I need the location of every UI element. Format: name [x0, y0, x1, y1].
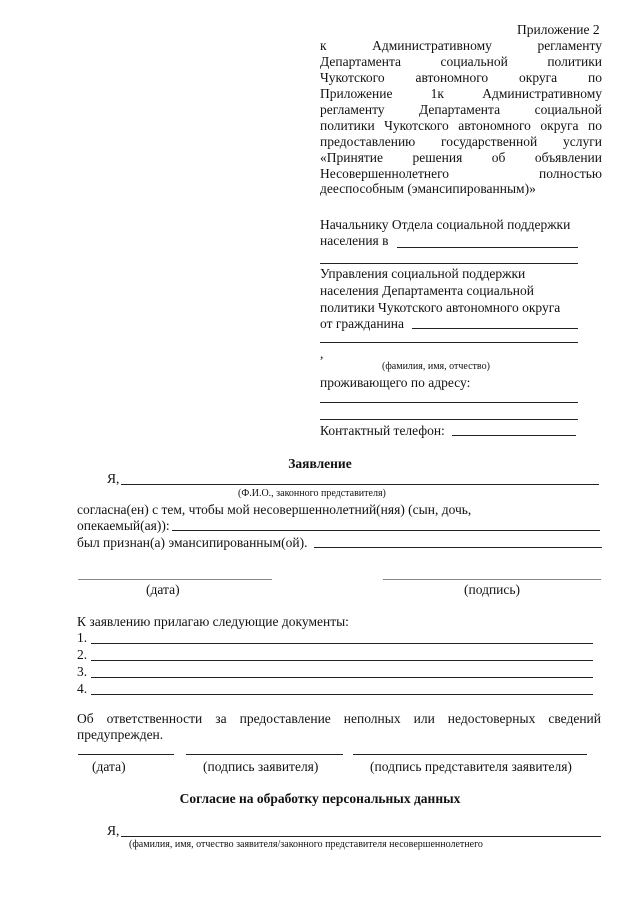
phone-label: Контактный телефон: [320, 423, 445, 438]
appendix-line: к Административному регламенту [320, 38, 602, 53]
dept-line3: политики Чукотского автономного округа [320, 300, 561, 315]
statement-signature-line[interactable] [383, 579, 601, 580]
resp-applicant-sign-line[interactable] [186, 754, 343, 755]
document-item-line[interactable] [91, 643, 593, 644]
document-item-line[interactable] [91, 660, 593, 661]
consent-line2: опекаемый(ая)): [77, 518, 170, 533]
responsibility-line2: предупрежден. [77, 727, 164, 742]
responsibility-line1: Об ответственности за предоставление неполных или недостоверных сведений [77, 711, 601, 726]
appendix-line: предоставлению государственной услуги [320, 134, 602, 149]
document-item-number: 3. [77, 664, 88, 679]
representative-hint: (Ф.И.О., законного представителя) [238, 488, 386, 499]
appendix-line: Чукотского автономного округа по [320, 70, 602, 85]
appendix-line: Департамента социальной политики [320, 54, 602, 69]
address-field-line-1[interactable] [320, 402, 578, 403]
consent-ya: Я, [107, 823, 120, 838]
from-label: от гражданина [320, 316, 404, 331]
minor-fio-line[interactable] [172, 530, 600, 531]
office-field-line[interactable] [397, 247, 578, 248]
resp-applicant-sign-label: (подпись заявителя) [203, 759, 319, 774]
documents-intro: К заявлению прилагаю следующие документы: [77, 614, 349, 629]
appendix-line: Несовершеннолетнего полностью [320, 166, 602, 181]
recognized-line[interactable] [314, 547, 602, 548]
document-item-line[interactable] [91, 694, 593, 695]
resp-date-line[interactable] [78, 754, 174, 755]
dept-line1: Управления социальной поддержки [320, 266, 526, 281]
resp-rep-sign-label: (подпись представителя заявителя) [370, 759, 572, 774]
comma: , [320, 346, 324, 361]
fio-hint: (фамилия, имя, отчество) [382, 361, 490, 372]
consent-line1: согласна(ен) с тем, чтобы мой несовершеннолетний(няя) (сын, дочь, [77, 502, 472, 517]
statement-signature-label: (подпись) [464, 582, 521, 597]
office-field-line-2[interactable] [320, 263, 578, 264]
citizen-field-line-2[interactable] [320, 342, 578, 343]
statement-date-line[interactable] [78, 579, 272, 580]
addressee-head-line2: населения в [320, 233, 389, 248]
resp-rep-sign-line[interactable] [353, 754, 587, 755]
appendix-line: «Принятие решения об объявлении [320, 150, 602, 165]
consent-hint: (фамилия, имя, отчество заявителя/законного представителя несовершеннолетнего [129, 839, 483, 850]
appendix-line: Приложение 1к Административному [320, 86, 602, 101]
consent-fio-line[interactable] [121, 836, 601, 837]
statement-ya: Я, [107, 471, 120, 486]
document-item-line[interactable] [91, 677, 593, 678]
phone-field-line[interactable] [452, 435, 576, 436]
recognized-text: был признан(а) эмансипированным(ой). [77, 535, 308, 550]
document-item-number: 2. [77, 647, 88, 662]
document-item-number: 1. [77, 630, 88, 645]
appendix-last-line: дееспособным (эмансипированным)» [320, 181, 536, 196]
statement-title: Заявление [288, 456, 352, 471]
address-label: проживающего по адресу: [320, 375, 471, 390]
statement-date-label: (дата) [146, 582, 180, 597]
resp-date-label: (дата) [92, 759, 126, 774]
consent-title: Согласие на обработку персональных данных [179, 791, 461, 806]
address-field-line-2[interactable] [320, 419, 578, 420]
addressee-head-line1: Начальнику Отдела социальной поддержки [320, 217, 571, 232]
appendix-title: Приложение 2 [517, 22, 600, 37]
appendix-line: регламенту Департамента социальной [320, 102, 602, 117]
document-item-number: 4. [77, 681, 88, 696]
appendix-line: политики Чукотского автономного округа по [320, 118, 602, 133]
citizen-field-line[interactable] [412, 328, 578, 329]
representative-fio-line[interactable] [121, 484, 599, 485]
dept-line2: населения Департамента социальной [320, 283, 534, 298]
